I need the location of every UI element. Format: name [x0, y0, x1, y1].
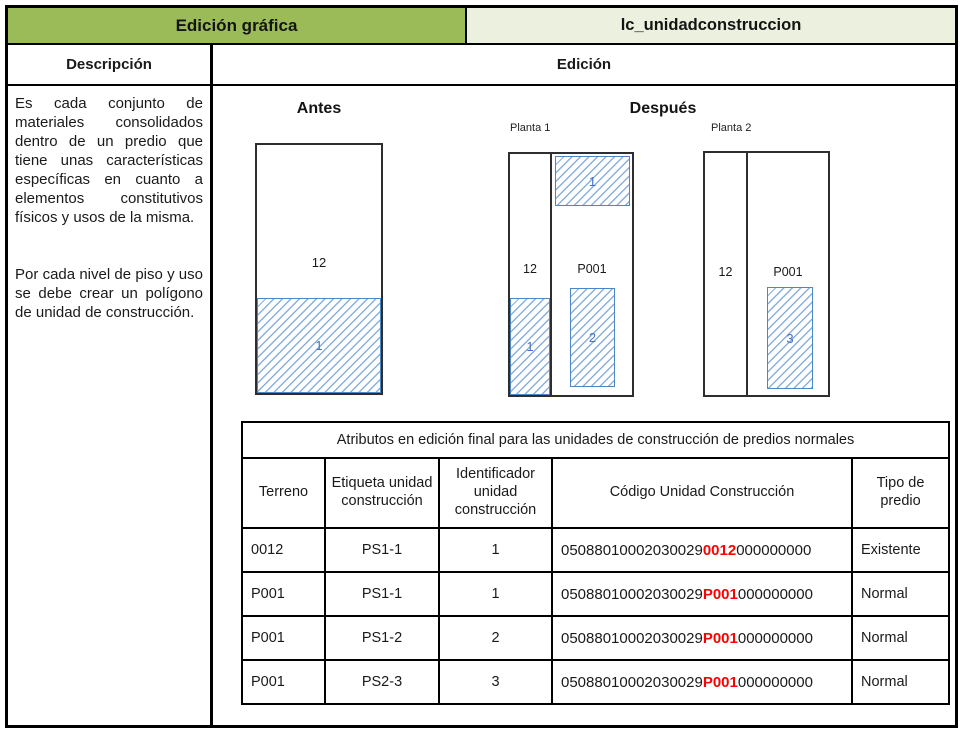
description-column-header: Descripción	[8, 45, 213, 84]
planta1-bottom-unit-label: 2	[588, 330, 597, 345]
before-construction-unit-polygon	[257, 298, 381, 393]
cell-etiqueta: PS1-1	[325, 572, 439, 616]
description-paragraph-2: Por cada nivel de piso y uso se debe crear un polígono de unidad de construcción.	[15, 266, 203, 321]
planta1-strip-unit-label: 1	[526, 339, 534, 354]
planta1-bottom-unit-polygon	[570, 288, 615, 387]
column-header-terreno: Terreno	[242, 458, 325, 528]
cell-identificador: 1	[439, 572, 552, 616]
codigo-highlight: P001	[702, 585, 738, 603]
cell-terreno: P001	[242, 616, 325, 660]
before-title: Antes	[296, 100, 342, 117]
codigo-suffix: 000000000	[736, 541, 812, 559]
cell-codigo	[552, 660, 852, 704]
codigo-prefix: 05088010002030029	[561, 585, 703, 603]
planta1-top-unit-label: 1	[588, 173, 597, 189]
planta1-parcel-diagram	[508, 152, 634, 397]
codigo-highlight: 0012	[702, 541, 737, 559]
header-row	[8, 8, 955, 45]
cell-codigo	[552, 528, 852, 572]
description-text-cell	[8, 86, 213, 725]
planta2-parcel-number: 12	[718, 265, 733, 279]
codigo-prefix: 05088010002030029	[561, 673, 703, 691]
cell-tipo: Normal	[852, 572, 949, 616]
attributes-table-title-row	[242, 422, 949, 458]
cell-etiqueta: PS1-1	[325, 528, 439, 572]
cell-identificador: 3	[439, 660, 552, 704]
graphic-edition-header: Edición gráfica	[8, 8, 467, 43]
planta1-predio-number: P001	[577, 262, 607, 276]
cell-codigo	[552, 616, 852, 660]
attributes-table-container	[241, 421, 950, 705]
cell-terreno: P001	[242, 572, 325, 616]
planta1-strip-unit-polygon	[510, 298, 550, 395]
edition-column-header: Edición	[556, 56, 612, 73]
planta2-label: Planta 2	[711, 122, 752, 134]
table-row	[242, 528, 949, 572]
codigo-prefix: 05088010002030029	[561, 629, 703, 647]
cell-etiqueta: PS1-2	[325, 616, 439, 660]
planta2-predio-number: P001	[773, 265, 803, 279]
table-row	[242, 660, 949, 704]
planta2-parcel-diagram	[703, 151, 830, 397]
codigo-suffix: 000000000	[737, 585, 813, 603]
codigo-prefix: 05088010002030029	[561, 541, 703, 559]
subheader-row	[8, 45, 955, 86]
layer-name-header: lc_unidadconstruccion	[467, 8, 955, 43]
cell-tipo: Normal	[852, 660, 949, 704]
description-paragraph-1: Es cada conjunto de materiales consolidados dentro de un predio que tiene unas características específicas en cuanto a elementos constitutivos físicos y usos de la misma.	[15, 95, 203, 226]
before-parcel-number: 12	[311, 255, 327, 270]
body-row	[8, 86, 955, 725]
column-header-codigo: Código Unidad Construcción	[552, 458, 852, 528]
codigo-suffix: 000000000	[737, 629, 813, 647]
attributes-table-title: Atributos en edición final para las unidades de construcción de predios normales	[242, 422, 949, 458]
planta2-unit-polygon	[767, 287, 813, 389]
planta1-top-unit-polygon	[555, 156, 630, 206]
codigo-suffix: 000000000	[737, 673, 813, 691]
cell-identificador: 1	[439, 528, 552, 572]
cell-etiqueta: PS2-3	[325, 660, 439, 704]
cell-identificador: 2	[439, 616, 552, 660]
table-row	[242, 616, 949, 660]
planta2-unit-label: 3	[786, 330, 794, 346]
cell-tipo: Existente	[852, 528, 949, 572]
before-parcel-diagram	[255, 143, 383, 395]
cell-codigo	[552, 572, 852, 616]
cell-terreno: 0012	[242, 528, 325, 572]
codigo-highlight: P001	[702, 629, 738, 647]
planta1-label: Planta 1	[510, 122, 551, 134]
edition-panel	[213, 86, 955, 725]
attributes-table	[241, 421, 950, 705]
after-title: Después	[629, 100, 697, 117]
cell-tipo: Normal	[852, 616, 949, 660]
cell-terreno: P001	[242, 660, 325, 704]
table-row	[242, 572, 949, 616]
planta1-parcel-number: 12	[523, 262, 537, 276]
document-frame	[5, 5, 958, 728]
before-unit-label: 1	[315, 338, 323, 353]
column-header-identificador: Identificador unidad construcción	[439, 458, 552, 528]
column-header-etiqueta: Etiqueta unidad construcción	[325, 458, 439, 528]
column-header-tipo: Tipo de predio	[852, 458, 949, 528]
codigo-highlight: P001	[702, 673, 738, 691]
attributes-table-header-row	[242, 458, 949, 528]
